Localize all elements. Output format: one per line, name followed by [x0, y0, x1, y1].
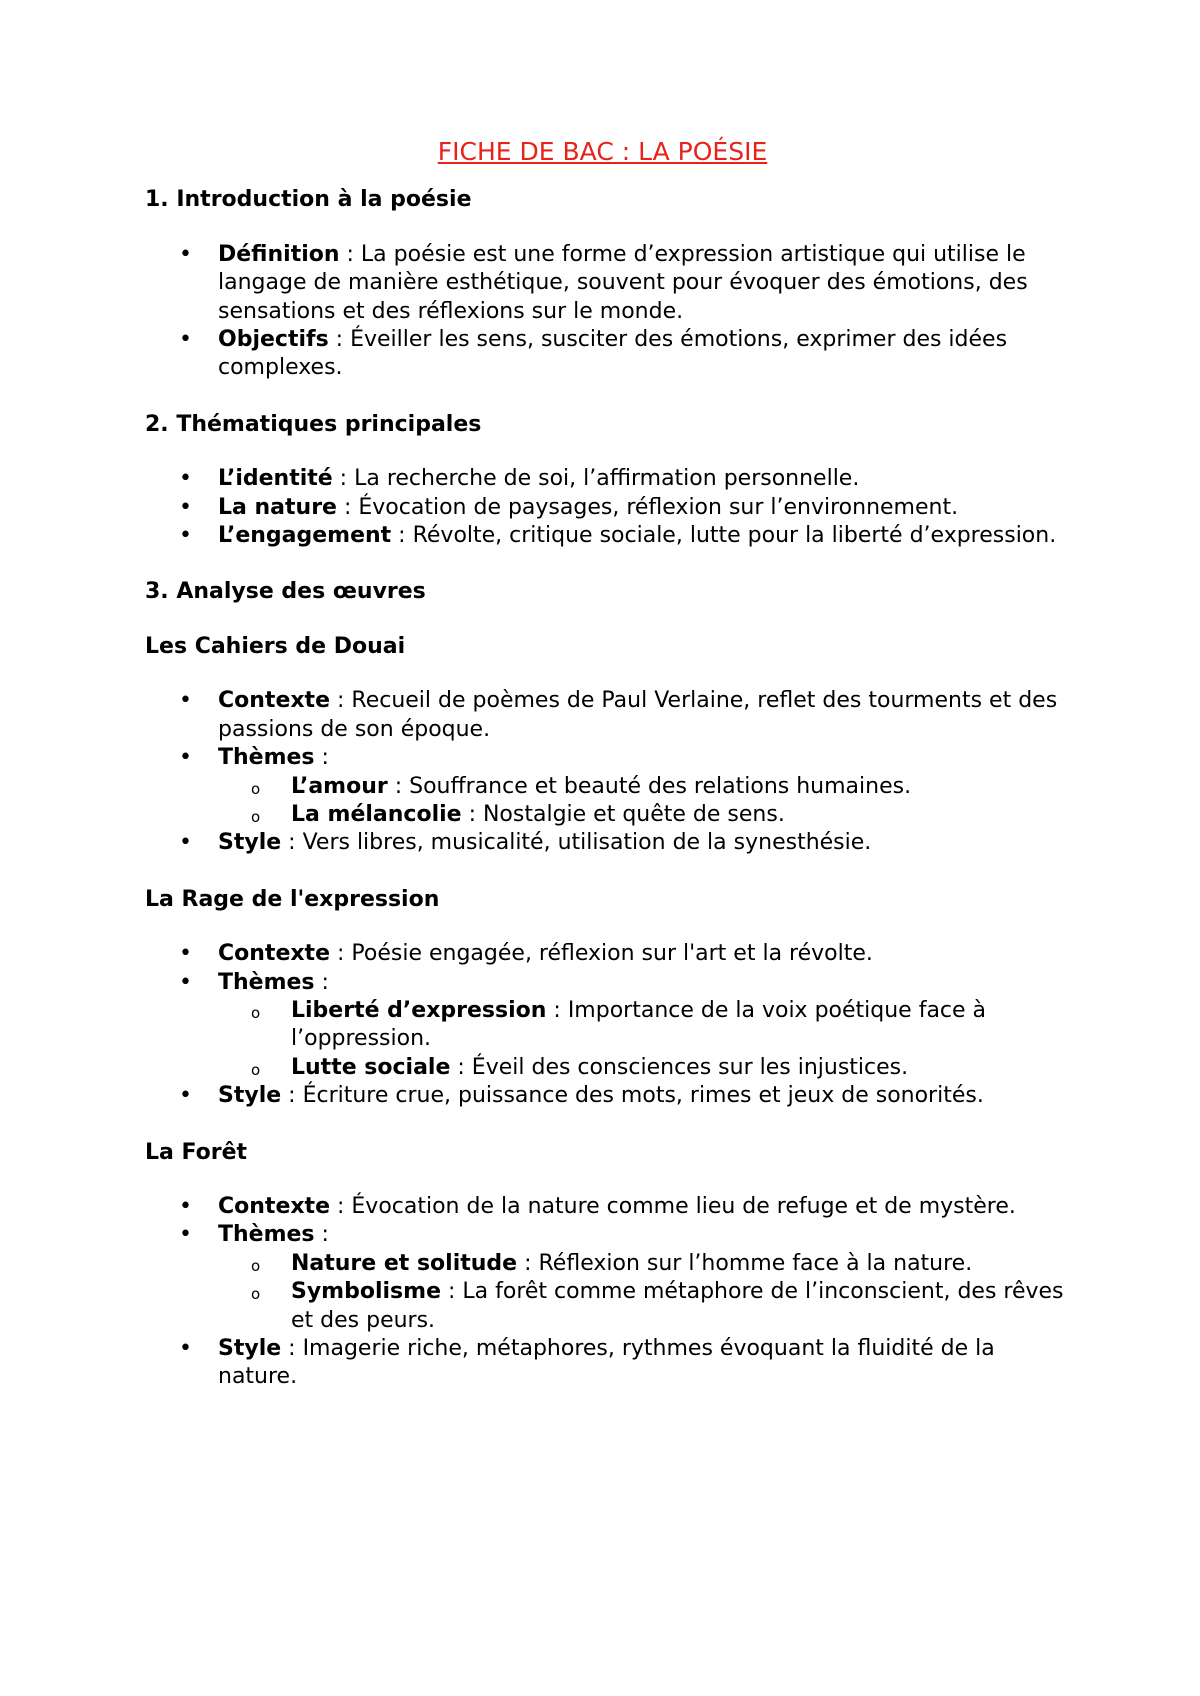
bullet-list — [145, 940, 1080, 1110]
bullet-list — [145, 241, 1080, 383]
list-item: • Contexte : Poésie engagée, réflexion sur l'art et la révolte. — [145, 940, 1080, 968]
sub-list-item: o Liberté d’expression : Importance de la voix poétique face à l’oppression. — [251, 997, 987, 1052]
sub-list-item: o Symbolisme : La forêt comme métaphore de l’inconscient, des rêves et des peurs. — [251, 1279, 1064, 1333]
sub-list — [218, 997, 1080, 1082]
bullet-icon: • — [179, 327, 192, 353]
list-item: • Style : Écriture crue, puissance des mots, rimes et jeux de sonorités. — [145, 1082, 1080, 1110]
sub-list-item: o Lutte sociale : Éveil des consciences sur les injustices. — [145, 1054, 1080, 1082]
list-item: • Thèmes : o Liberté d’expression : Importance de la voix poétique face à l’oppression. o Lutte sociale : Éveil des consciences sur les injustices. — [145, 969, 1080, 1083]
bullet-icon: • — [179, 969, 192, 995]
list-item: • Style : Vers libres, musicalité, utilisation de la synesthésie. — [145, 829, 1080, 857]
bullet-icon: • — [179, 1336, 192, 1361]
bullet-icon: • — [179, 466, 192, 492]
circle-bullet-icon: o — [251, 779, 261, 798]
bullet-icon: • — [179, 1083, 192, 1109]
bullet-icon: • — [179, 1222, 192, 1248]
list-item: • Objectifs : Éveiller les sens, susciter des émotions, exprimer des idées complexes. — [179, 327, 1008, 381]
list-item: • Contexte : Évocation de la nature comme lieu de refuge et de mystère. — [145, 1193, 1080, 1221]
bullet-icon: • — [179, 688, 192, 714]
bullet-icon: • — [179, 1193, 192, 1219]
list-item: • L’identité : La recherche de soi, l’affirmation personnelle. — [145, 465, 1080, 493]
list-item: • Définition : La poésie est une forme d’expression artistique qui utilise le langage de manière esthétique, souvent pour évoquer des émotions, des sensations et des réflexions sur le monde. — [179, 241, 1028, 324]
page-title: FICHE DE BAC : LA POÉSIE — [437, 137, 768, 166]
list-item: • La nature : Évocation de paysages, réflexion sur l’environnement. — [145, 494, 1080, 522]
bullet-icon: • — [179, 830, 192, 856]
circle-bullet-icon: o — [251, 1003, 261, 1022]
bullet-icon: • — [179, 745, 192, 771]
bullet-list — [145, 1193, 1080, 1392]
list-item: • Thèmes : o L’amour : Souffrance et beauté des relations humaines. o La mélancolie : Nostalgie et quête de sens. — [145, 744, 1080, 829]
bullet-list — [145, 465, 1080, 550]
section-heading: 3. Analyse des œuvres — [145, 579, 426, 605]
sub-list-item: o Nature et solitude : Réflexion sur l’homme face à la nature. — [145, 1250, 1080, 1278]
sub-list — [218, 1250, 1080, 1335]
sub-list — [218, 773, 1080, 830]
work-title: La Forêt — [145, 1139, 248, 1165]
work-title: Les Cahiers de Douai — [145, 633, 406, 659]
circle-bullet-icon: o — [251, 1256, 261, 1275]
sub-list-item: o La mélancolie : Nostalgie et quête de sens. — [145, 801, 1080, 829]
section-heading: 2. Thématiques principales — [145, 411, 482, 437]
bullet-list — [145, 687, 1080, 857]
bullet-icon: • — [179, 494, 192, 520]
list-item: • L’engagement : Révolte, critique sociale, lutte pour la liberté d’expression. — [145, 522, 1080, 550]
list-item: • Contexte : Recueil de poèmes de Paul Verlaine, reflet des tourments et des passions de son époque. — [179, 688, 1058, 742]
bullet-icon: • — [179, 941, 192, 967]
sub-list-item: o L’amour : Souffrance et beauté des relations humaines. — [145, 773, 1080, 801]
bullet-icon: • — [179, 523, 192, 549]
section-heading: 1. Introduction à la poésie — [145, 187, 472, 213]
list-item: • Style : Imagerie riche, métaphores, rythmes évoquant la fluidité de la nature. — [179, 1336, 995, 1390]
circle-bullet-icon: o — [251, 807, 261, 826]
list-item: • Thèmes : o Nature et solitude : Réflexion sur l’homme face à la nature. o Symbolisme : La forêt comme métaphore de l’inconscient, des rêves et des peurs. — [145, 1221, 1080, 1335]
circle-bullet-icon: o — [251, 1285, 261, 1304]
work-title: La Rage de l'expression — [145, 886, 440, 912]
circle-bullet-icon: o — [251, 1060, 261, 1079]
bullet-icon: • — [179, 241, 192, 267]
